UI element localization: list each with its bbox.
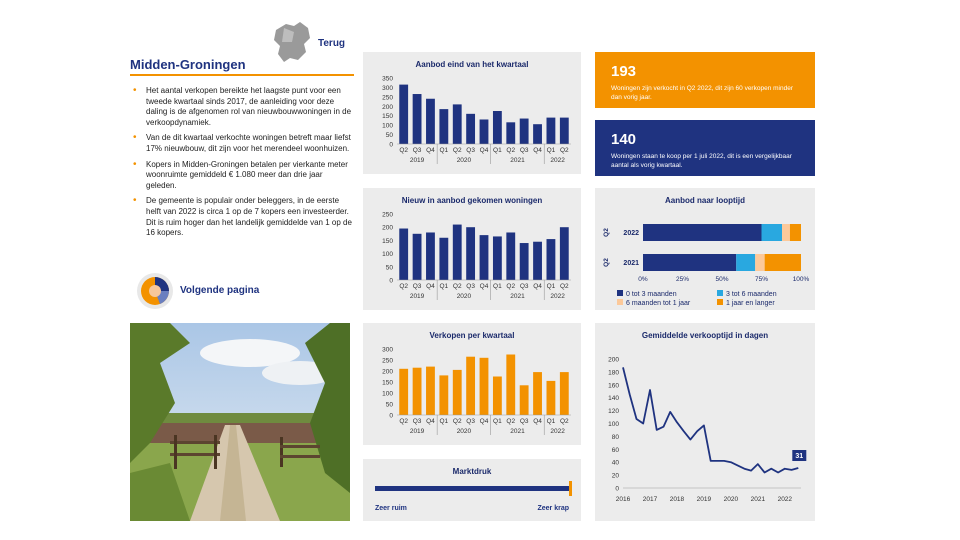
- y-tick-label: 100: [382, 251, 393, 259]
- x-tick-label: Q1: [439, 283, 449, 290]
- chart-panel-nieuw-aanbod: [363, 188, 581, 310]
- bar-segment: [762, 224, 783, 241]
- x-tick-label: Q1: [493, 147, 502, 154]
- y-tick-label: 300: [382, 346, 393, 354]
- year-label: 2019: [409, 157, 425, 164]
- y-tick-label: 150: [382, 379, 393, 387]
- y-tick-label: 250: [382, 211, 393, 219]
- x-tick-label: Q4: [426, 418, 435, 425]
- y-tick-label: 160: [608, 382, 619, 390]
- axis-group-label: Q2: [603, 258, 610, 267]
- x-tick-label: Q2: [399, 147, 409, 154]
- axis-group-label: Q2: [603, 228, 610, 237]
- bar-segment: [755, 254, 764, 271]
- bar: [506, 122, 515, 144]
- x-tick-label: Q4: [426, 147, 435, 154]
- legend-item: 6 maanden tot 1 jaar: [617, 299, 690, 307]
- x-tick-label: Q3: [466, 418, 475, 425]
- bar: [560, 118, 569, 144]
- x-tick-label: Q2: [506, 147, 516, 154]
- chart-panel-verkopen: [363, 323, 581, 445]
- legend-item: 1 jaar en langer: [717, 299, 775, 307]
- bar-segment: [643, 254, 736, 271]
- y-tick-label: 180: [608, 369, 619, 377]
- x-tick-label: Q1: [493, 418, 502, 425]
- x-tick-label: Q4: [479, 147, 489, 154]
- x-tick-label: Q2: [452, 418, 462, 425]
- y-tick-label: 0: [389, 412, 393, 420]
- bar-chart-verkopen: [363, 323, 581, 445]
- bar: [439, 109, 448, 144]
- x-tick-label: Q2: [399, 283, 409, 290]
- kpi-value: 193: [611, 63, 637, 80]
- marktdruk-title: Marktdruk: [452, 467, 492, 476]
- marktdruk-right-label: Zeer krap: [537, 505, 569, 512]
- bar: [453, 225, 462, 280]
- bar: [533, 372, 542, 415]
- list-item: • Het aantal verkopen bereikte het laagste punt voor een tweede kwartaal sinds 2017, de aanleiding voor deze daling is de afgenomen rol van nieuwbouwwoningen in de verkoopdynamiek.: [130, 86, 352, 128]
- bar-segment: [643, 224, 762, 241]
- list-item: • De gemeente is populair onder beleggers, in de eerste helft van 2022 is circa 1 op de 7 kopers een investeerder. Dit is ruim hoger dan het landelijk gemiddelde van 1 op de 16 kopers.: [130, 196, 352, 238]
- x-tick-label: Q3: [519, 418, 529, 425]
- x-tick-label: Q2: [506, 418, 516, 425]
- x-tick-label: Q3: [412, 147, 422, 154]
- pie-chart-icon: [136, 272, 174, 310]
- category-label: 2021: [623, 260, 639, 267]
- x-tick-label: Q3: [519, 147, 529, 154]
- region-map-icon[interactable]: [270, 20, 314, 64]
- x-tick-label: Q2: [559, 147, 569, 154]
- x-tick-label: Q2: [452, 147, 462, 154]
- back-link[interactable]: Terug: [318, 38, 346, 49]
- y-tick-label: 100: [382, 390, 393, 398]
- y-tick-label: 50: [385, 132, 393, 140]
- x-tick-label: Q4: [426, 283, 435, 290]
- bar: [506, 232, 515, 280]
- x-tick-label: 2021: [750, 496, 766, 503]
- bar: [480, 235, 489, 280]
- y-tick-label: 20: [611, 472, 619, 480]
- kpi-for-sale-box: [595, 120, 815, 176]
- bar: [466, 114, 475, 144]
- bar: [399, 85, 408, 144]
- chart-title: Gemiddelde verkooptijd in dagen: [641, 331, 769, 340]
- x-tick-label: Q2: [559, 283, 569, 290]
- marktdruk-marker: [569, 481, 572, 496]
- marktdruk-panel: [363, 459, 581, 521]
- chart-panel-looptijd: [595, 188, 815, 310]
- year-label: 2019: [409, 293, 425, 300]
- bar: [480, 358, 489, 415]
- bar: [439, 238, 448, 280]
- bar: [399, 229, 408, 280]
- kpi-text: Woningen zijn verkocht in Q2 2022, dit zijn 60 verkopen minder dan vorig jaar.: [611, 85, 793, 101]
- x-tick-label: 2022: [777, 496, 793, 503]
- year-label: 2022: [550, 428, 565, 435]
- y-tick-label: 100: [608, 421, 619, 428]
- line-chart-verkooptijd: [595, 323, 815, 521]
- x-tick-label: Q3: [412, 283, 422, 290]
- list-item: • Kopers in Midden-Groningen betalen per vierkante meter woonruimte gemiddeld € 1.080 meer dan drie jaar geleden.: [130, 160, 352, 192]
- end-label: 31: [795, 453, 804, 461]
- marktdruk-left-label: Zeer ruim: [375, 505, 407, 512]
- kpi-sold-box: [595, 52, 815, 108]
- x-tick-label: Q2: [452, 283, 462, 290]
- x-tick-label: Q4: [479, 418, 489, 425]
- bar-chart-nieuw-aanbod: [363, 188, 581, 310]
- x-tick-label: Q4: [533, 283, 542, 290]
- bar: [547, 239, 556, 280]
- next-page-button[interactable]: [136, 272, 286, 310]
- x-tick-label: Q1: [439, 418, 449, 425]
- y-tick-label: 200: [382, 103, 393, 111]
- year-label: 2021: [510, 428, 525, 435]
- bar: [506, 355, 515, 416]
- bar: [453, 104, 462, 144]
- x-tick-label: 2016: [615, 496, 631, 503]
- x-tick-label: Q1: [439, 147, 449, 154]
- year-label: 2020: [456, 157, 472, 164]
- series-line: [623, 367, 798, 472]
- page-title: Midden-Groningen: [130, 57, 246, 72]
- y-tick-label: 0: [389, 141, 393, 149]
- bar: [413, 234, 422, 280]
- key-findings-list: [130, 86, 352, 244]
- y-tick-label: 200: [382, 224, 393, 232]
- bar: [560, 227, 569, 280]
- bar: [560, 372, 569, 415]
- x-tick-label: 0%: [638, 276, 648, 283]
- bar: [520, 385, 529, 415]
- x-tick-label: 25%: [675, 276, 690, 283]
- stacked-bar-chart-looptijd: [595, 188, 815, 283]
- year-label: 2021: [510, 293, 525, 300]
- y-tick-label: 350: [382, 75, 393, 83]
- next-page-label: Volgende pagina: [180, 285, 260, 296]
- landscape-photo: [130, 323, 350, 521]
- bar: [466, 357, 475, 415]
- chart-title: Aanbod eind van het kwartaal: [415, 60, 529, 69]
- bar: [547, 381, 556, 415]
- bar: [493, 236, 502, 280]
- bar-segment: [765, 254, 801, 271]
- x-tick-label: 2020: [723, 496, 739, 503]
- y-tick-label: 50: [385, 401, 393, 409]
- year-label: 2022: [550, 293, 565, 300]
- bar: [493, 111, 502, 144]
- year-label: 2019: [409, 428, 425, 435]
- bar: [533, 124, 542, 144]
- year-label: 2022: [550, 157, 565, 164]
- bar: [426, 232, 435, 280]
- y-tick-label: 140: [608, 395, 619, 403]
- y-tick-label: 200: [382, 368, 393, 376]
- category-label: 2022: [623, 230, 639, 237]
- y-tick-label: 50: [385, 264, 393, 272]
- bar: [439, 375, 448, 415]
- bar: [547, 118, 556, 144]
- y-tick-label: 200: [608, 356, 619, 364]
- bar: [413, 368, 422, 415]
- chart-title: Nieuw in aanbod gekomen woningen: [401, 196, 543, 205]
- year-label: 2021: [510, 157, 525, 164]
- x-tick-label: 2019: [696, 496, 712, 503]
- year-label: 2020: [456, 293, 472, 300]
- y-tick-label: 300: [382, 84, 393, 92]
- bar: [493, 377, 502, 416]
- kpi-text: Woningen staan te koop per 1 juli 2022, dit is een vergelijkbaar aantal als vorig kwartaal.: [611, 153, 792, 169]
- x-tick-label: Q1: [493, 283, 502, 290]
- y-tick-label: 250: [382, 94, 393, 102]
- bar: [520, 119, 529, 144]
- kpi-value: 140: [611, 131, 637, 148]
- y-tick-label: 60: [611, 446, 619, 454]
- bar: [426, 367, 435, 415]
- bar: [480, 119, 489, 144]
- chart-panel-aanbod: [363, 52, 581, 174]
- y-tick-label: 80: [611, 433, 619, 441]
- x-tick-label: Q2: [559, 418, 569, 425]
- y-tick-label: 250: [382, 357, 393, 365]
- bar: [413, 94, 422, 144]
- legend-item: 3 tot 6 maanden: [717, 290, 777, 298]
- x-tick-label: Q1: [546, 147, 556, 154]
- y-tick-label: 150: [382, 237, 393, 245]
- x-tick-label: Q3: [519, 283, 529, 290]
- year-label: 2020: [456, 428, 472, 435]
- x-tick-label: 100%: [792, 276, 810, 283]
- bar: [426, 99, 435, 144]
- x-tick-label: 2018: [669, 496, 685, 503]
- x-tick-label: Q2: [506, 283, 516, 290]
- x-tick-label: Q3: [466, 283, 475, 290]
- y-tick-label: 0: [615, 485, 619, 493]
- bar-segment: [782, 224, 790, 241]
- x-tick-label: 50%: [715, 276, 729, 283]
- x-tick-label: Q3: [412, 418, 422, 425]
- bar: [533, 242, 542, 280]
- y-tick-label: 0: [389, 277, 393, 285]
- bar: [466, 227, 475, 280]
- x-tick-label: Q4: [533, 147, 542, 154]
- legend-item: 0 tot 3 maanden: [617, 290, 677, 298]
- x-tick-label: Q3: [466, 147, 475, 154]
- y-tick-label: 150: [382, 113, 393, 121]
- chart-panel-verkooptijd: [595, 323, 815, 521]
- x-tick-label: Q1: [546, 418, 556, 425]
- x-tick-label: Q4: [533, 418, 542, 425]
- bar: [399, 369, 408, 415]
- bar: [520, 243, 529, 280]
- x-tick-label: 2017: [642, 496, 658, 503]
- list-item: • Van de dit kwartaal verkochte woningen betreft maar liefst 17% nieuwbouw, dit zijn voor het merendeel woonhuizen.: [130, 133, 352, 154]
- marktdruk-fill: [375, 486, 571, 491]
- x-tick-label: Q1: [546, 283, 556, 290]
- y-tick-label: 100: [382, 122, 393, 130]
- marktdruk-track: [375, 486, 571, 491]
- y-tick-label: 120: [608, 408, 619, 416]
- bar-segment: [790, 224, 801, 241]
- bar: [453, 370, 462, 415]
- x-tick-label: 75%: [754, 276, 769, 283]
- bar-segment: [736, 254, 755, 271]
- x-tick-label: Q2: [399, 418, 409, 425]
- chart-title: Verkopen per kwartaal: [429, 331, 515, 340]
- chart-title: Aanbod naar looptijd: [665, 196, 745, 205]
- title-underline: [130, 74, 354, 76]
- x-tick-label: Q4: [479, 283, 489, 290]
- bar-chart-aanbod: [363, 52, 581, 174]
- y-tick-label: 40: [611, 459, 619, 467]
